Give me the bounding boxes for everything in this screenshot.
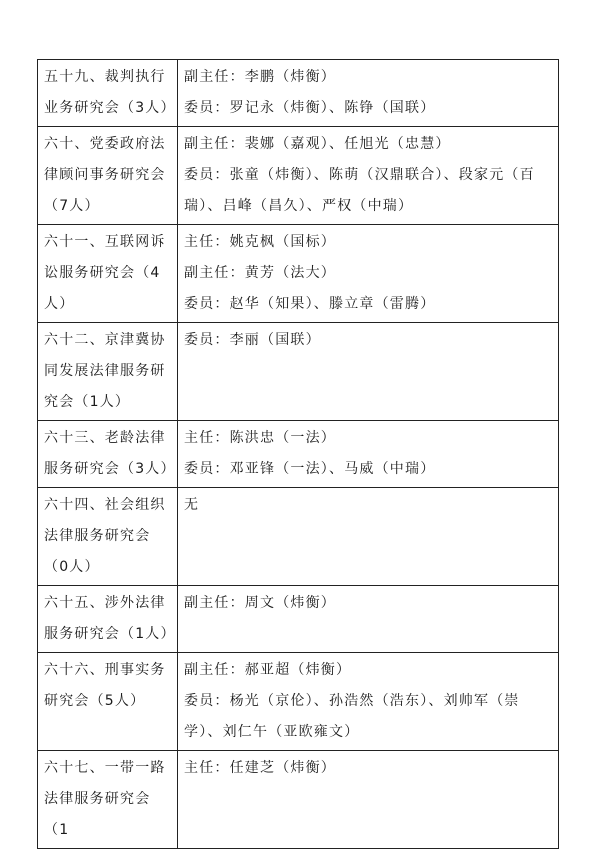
- table-row: [38, 127, 559, 225]
- committee-members: [178, 751, 559, 849]
- member-line: 主任：任建芝（炜衡）: [184, 760, 336, 776]
- committee-members: [178, 488, 559, 586]
- member-line: 委员：邓亚锋（一法）、马威（中瑞）: [184, 461, 436, 477]
- member-line: 副主任：郝亚超（炜衡）: [184, 662, 352, 678]
- member-line: 委员：赵华（知果）、滕立章（雷腾）: [184, 296, 436, 312]
- member-line: 委员：杨光（京伦）、孙浩然（浩东）、刘帅军（崇学）、刘仁午（亚欧雍文）: [184, 693, 520, 740]
- table-row: [38, 421, 559, 488]
- table-row: [38, 488, 559, 586]
- table-row: [38, 323, 559, 421]
- member-line: 副主任：黄芳（法大）: [184, 265, 336, 281]
- member-line: 委员：罗记永（炜衡）、陈铮（国联）: [184, 100, 436, 116]
- member-line: 副主任：李鹏（炜衡）: [184, 69, 336, 85]
- member-line: 主任：姚克枫（国标）: [184, 234, 336, 250]
- member-line: 副主任：周文（炜衡）: [184, 595, 336, 611]
- committee-name: 六十四、社会组织法律服务研究会（0人）: [38, 488, 178, 586]
- table-row: [38, 60, 559, 127]
- table-row: [38, 751, 559, 849]
- table-row: [38, 653, 559, 751]
- committee-members: [178, 323, 559, 421]
- member-line: 副主任：裴娜（嘉观）、任旭光（忠慧）: [184, 136, 451, 152]
- committee-table: [37, 59, 559, 849]
- committee-name: 五十九、裁判执行业务研究会（3人）: [38, 60, 178, 127]
- committee-name: 六十七、一带一路法律服务研究会（1: [38, 751, 178, 849]
- committee-name: 六十三、老龄法律服务研究会（3人）: [38, 421, 178, 488]
- committee-name: 六十一、互联网诉讼服务研究会（4人）: [38, 225, 178, 323]
- member-line: 委员：张童（炜衡）、陈萌（汉鼎联合）、段家元（百瑞）、吕峰（昌久）、严权（中瑞）: [184, 167, 535, 214]
- committee-members: [178, 225, 559, 323]
- member-line: 委员：李丽（国联）: [184, 332, 321, 348]
- committee-members: [178, 653, 559, 751]
- committee-name: 六十、党委政府法律顾问事务研究会（7人）: [38, 127, 178, 225]
- committee-members: [178, 586, 559, 653]
- committee-members: [178, 60, 559, 127]
- committee-name: 六十五、涉外法律服务研究会（1人）: [38, 586, 178, 653]
- committee-name: 六十二、京津冀协同发展法律服务研究会（1人）: [38, 323, 178, 421]
- table-row: [38, 225, 559, 323]
- member-line: 主任：陈洪忠（一法）: [184, 430, 336, 446]
- committee-name: 六十六、刑事实务研究会（5人）: [38, 653, 178, 751]
- member-line: 无: [184, 497, 200, 513]
- committee-members: [178, 421, 559, 488]
- committee-members: [178, 127, 559, 225]
- table-row: [38, 586, 559, 653]
